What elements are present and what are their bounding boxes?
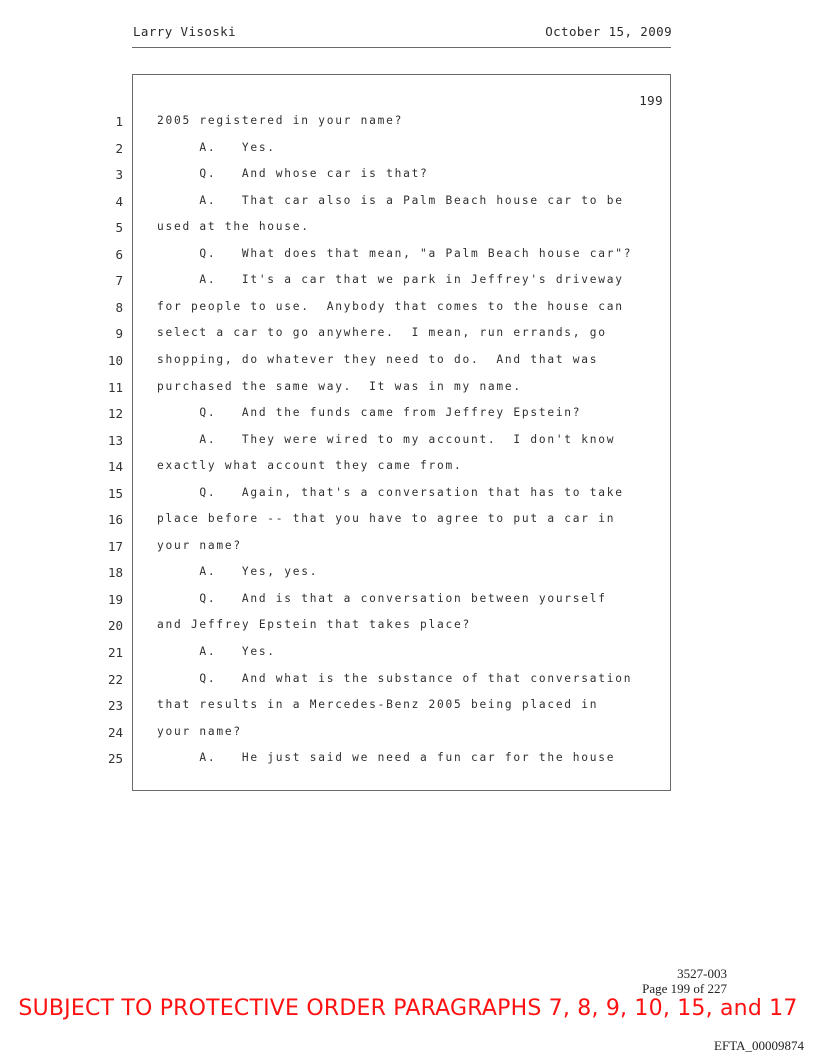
line-text: A. That car also is a Palm Beach house car to be [157, 193, 624, 207]
line-text: your name? [157, 724, 242, 738]
witness-name: Larry Visoski [133, 24, 237, 39]
transcript-line [0, 247, 816, 274]
deposition-date: October 15, 2009 [545, 24, 672, 39]
header-rule [132, 47, 671, 48]
protective-order-banner: SUBJECT TO PROTECTIVE ORDER PARAGRAPHS 7, 8, 9, 10, 15, and 17 [18, 996, 798, 1021]
line-text: A. It's a car that we park in Jeffrey's driveway [157, 273, 624, 287]
line-number: 20 [107, 618, 123, 634]
line-text: place before -- that you have to agree to put a car in [157, 512, 616, 526]
line-text: Q. And the funds came from Jeffrey Epstein? [157, 406, 582, 420]
line-text: purchased the same way. It was in my name. [157, 379, 522, 393]
transcript-line [0, 618, 816, 645]
line-text: shopping, do whatever they need to do. And that was [157, 352, 599, 366]
line-text: A. They were wired to my account. I don't know [157, 432, 616, 446]
line-number: 10 [107, 352, 123, 368]
transcript-line [0, 194, 816, 221]
line-text: A. Yes. [157, 140, 276, 154]
line-number: 12 [107, 406, 123, 422]
line-number: 3 [115, 167, 123, 183]
line-text: Q. And is that a conversation between yourself [157, 591, 607, 605]
transcript-line [0, 273, 816, 300]
line-number: 8 [115, 299, 123, 315]
transcript-line [0, 141, 816, 168]
transcript-line [0, 512, 816, 539]
bates-number: EFTA_00009874 [714, 1038, 804, 1053]
line-text: exactly what account they came from. [157, 459, 463, 473]
line-number: 14 [107, 459, 123, 475]
line-text: select a car to go anywhere. I mean, run errands, go [157, 326, 607, 340]
line-text: Q. What does that mean, "a Palm Beach house car"? [157, 246, 633, 260]
line-number: 25 [107, 751, 123, 767]
line-text: A. He just said we need a fun car for the house [157, 751, 616, 765]
line-number: 11 [107, 379, 123, 395]
line-number: 7 [115, 273, 123, 289]
line-text: for people to use. Anybody that comes to the house can [157, 299, 624, 313]
line-number: 1 [115, 114, 123, 129]
line-number: 13 [107, 432, 123, 448]
transcript-line [0, 114, 816, 141]
page-count: Page 199 of 227 [642, 981, 727, 996]
line-number: 17 [107, 538, 123, 554]
line-number: 9 [115, 326, 123, 342]
transcript-line [0, 751, 816, 778]
line-text: used at the house. [157, 220, 310, 234]
document-reference: 3527-003 [677, 966, 727, 981]
line-number: 21 [107, 645, 123, 660]
line-number: 4 [115, 193, 123, 209]
transcript-line [0, 565, 816, 592]
line-text: Q. And whose car is that? [157, 167, 429, 181]
line-number: 19 [107, 591, 123, 607]
line-number: 24 [107, 724, 123, 740]
line-number: 16 [107, 512, 123, 528]
transcript-line [0, 645, 816, 672]
line-number: 5 [115, 220, 123, 236]
line-text: Q. Again, that's a conversation that has to take [157, 485, 624, 499]
line-text: your name? [157, 538, 242, 552]
transcript-line [0, 406, 816, 433]
transcript-line [0, 167, 816, 194]
line-number: 6 [115, 246, 123, 262]
line-number: 15 [107, 485, 123, 501]
line-number: 23 [107, 698, 123, 714]
transcript-line [0, 486, 816, 513]
line-number: 18 [107, 565, 123, 581]
transcript-line [0, 220, 816, 247]
line-text: A. Yes, yes. [157, 565, 319, 579]
line-number: 2 [115, 140, 123, 156]
transcript-line [0, 459, 816, 486]
line-text: Q. And what is the substance of that conversation [157, 671, 633, 685]
transcript-line [0, 326, 816, 353]
transcript-line [0, 672, 816, 699]
line-text: and Jeffrey Epstein that takes place? [157, 618, 471, 632]
transcript-line [0, 539, 816, 566]
transcript-line [0, 592, 816, 619]
line-text: that results in a Mercedes-Benz 2005 being placed in [157, 698, 599, 712]
transcript-line [0, 698, 816, 725]
transcript-line [0, 433, 816, 460]
transcript-line [0, 380, 816, 407]
transcript-line [0, 353, 816, 380]
line-text: 2005 registered in your name? [157, 114, 404, 127]
line-number: 22 [107, 671, 123, 687]
transcript-line [0, 725, 816, 752]
transcript-line [0, 300, 816, 327]
line-text: A. Yes. [157, 645, 276, 658]
transcript-page-number: 199 [639, 93, 663, 108]
